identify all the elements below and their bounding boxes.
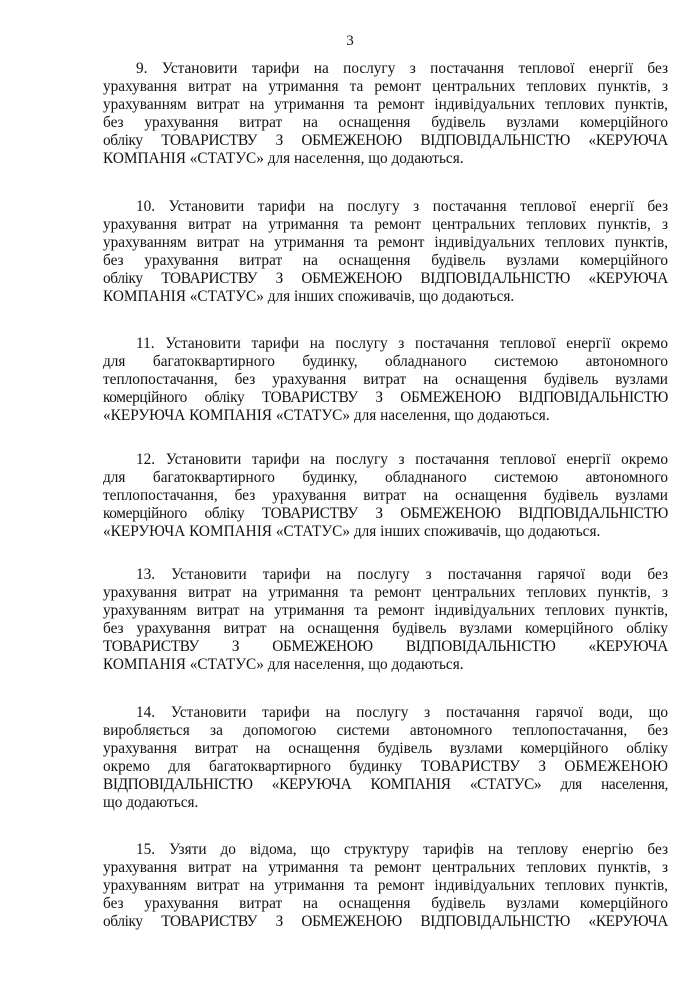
paragraph-line: урахування витрат на утримання та ремонт центральних теплових пунктів, з [103,584,668,601]
paragraph-line: для багатоквартирного будинку, обладнаного системою автономного [103,353,668,370]
paragraph-line: без урахування витрат на оснащення будівель вузлами комерційного [103,252,668,269]
paragraph-line: обліку ТОВАРИСТВУ З ОБМЕЖЕНОЮ ВІДПОВІДАЛЬНІСТЮ «КЕРУЮЧА [103,270,668,287]
paragraph-11 [103,335,668,425]
paragraph-15 [103,841,668,931]
paragraph-line: обліку ТОВАРИСТВУ З ОБМЕЖЕНОЮ ВІДПОВІДАЛЬНІСТЮ «КЕРУЮЧА [103,132,668,149]
paragraph-line: урахування витрат на утримання та ремонт центральних теплових пунктів, з [103,859,668,876]
paragraph-line: «КЕРУЮЧА КОМПАНІЯ «СТАТУС» для інших споживачів, що додаються. [103,523,601,540]
paragraph-line: урахуванням витрат на утримання та ремонт індивідуальних теплових пунктів, [103,96,668,113]
paragraph-line: 14. Установити тарифи на послугу з постачання гарячої води, що [136,704,668,721]
paragraph-line: урахування витрат на утримання та ремонт центральних теплових пунктів, з [103,216,668,233]
paragraph-line: урахуванням витрат на утримання та ремонт індивідуальних теплових пунктів, [103,877,668,894]
paragraph-line: ТОВАРИСТВУ З ОБМЕЖЕНОЮ ВІДПОВІДАЛЬНІСТЮ «КЕРУЮЧА [103,638,668,655]
paragraph-line: урахування витрат на утримання та ремонт центральних теплових пунктів, з [103,78,668,95]
paragraph-line: без урахування витрат на оснащення будівель вузлами комерційного [103,895,668,912]
paragraph-line: урахуванням витрат на утримання та ремонт індивідуальних теплових пунктів, [103,602,668,619]
paragraph-line: теплопостачання, без урахування витрат на оснащення будівель вузлами [103,487,668,504]
paragraph-line: урахуванням витрат на утримання та ремонт індивідуальних теплових пунктів, [103,234,668,251]
paragraph-line: 10. Установити тарифи на послугу з постачання теплової енергії без [136,198,668,215]
paragraph-line: без урахування витрат на оснащення будівель вузлами комерційного [103,114,668,131]
paragraph-line: 13. Установити тарифи на послугу з постачання гарячої води без [136,566,668,583]
paragraph-line: обліку ТОВАРИСТВУ З ОБМЕЖЕНОЮ ВІДПОВІДАЛЬНІСТЮ «КЕРУЮЧА [103,913,668,930]
paragraph-line: КОМПАНІЯ «СТАТУС» для інших споживачів, що додаються. [103,288,515,305]
page-number: 3 [346,33,354,49]
paragraph-line: 11. Установити тарифи на послугу з постачання теплової енергії окремо [136,335,668,352]
paragraph-line: КОМПАНІЯ «СТАТУС» для населення, що додаються. [103,656,464,673]
paragraph-line: що додаються. [103,794,199,811]
paragraph-line: виробляється за допомогою системи автономного теплопостачання, без [103,722,668,739]
paragraph-12 [103,451,668,541]
paragraph-line: 9. Установити тарифи на послугу з постачання теплової енергії без [136,60,668,77]
paragraph-line: КОМПАНІЯ «СТАТУС» для населення, що додаються. [103,150,464,167]
paragraph-line: окремо для багатоквартирного будинку ТОВАРИСТВУ З ОБМЕЖЕНОЮ [103,758,668,775]
paragraph-line: 15. Узяти до відома, що структуру тарифів на теплову енергію без [136,841,668,858]
paragraph-13 [103,566,668,674]
paragraph-line: комерційного обліку ТОВАРИСТВУ З ОБМЕЖЕНОЮ ВІДПОВІДАЛЬНІСТЮ [103,389,668,406]
paragraph-line: комерційного обліку ТОВАРИСТВУ З ОБМЕЖЕНОЮ ВІДПОВІДАЛЬНІСТЮ [103,505,668,522]
paragraph-line: 12. Установити тарифи на послугу з постачання теплової енергії окремо [136,451,668,468]
paragraph-line: для багатоквартирного будинку, обладнаного системою автономного [103,469,668,486]
paragraph-line: теплопостачання, без урахування витрат на оснащення будівель вузлами [103,371,668,388]
paragraph-line: без урахування витрат на оснащення будівель вузлами комерційного обліку [103,620,668,637]
paragraph-14 [103,704,668,812]
paragraph-9 [103,60,668,168]
paragraph-10 [103,198,668,306]
paragraph-line: «КЕРУЮЧА КОМПАНІЯ «СТАТУС» для населення, що додаються. [103,407,550,424]
paragraph-line: ВІДПОВІДАЛЬНІСТЮ «КЕРУЮЧА КОМПАНІЯ «СТАТУС» для населення, [103,776,668,793]
paragraph-line: урахування витрат на оснащення будівель вузлами комерційного обліку [103,740,668,757]
